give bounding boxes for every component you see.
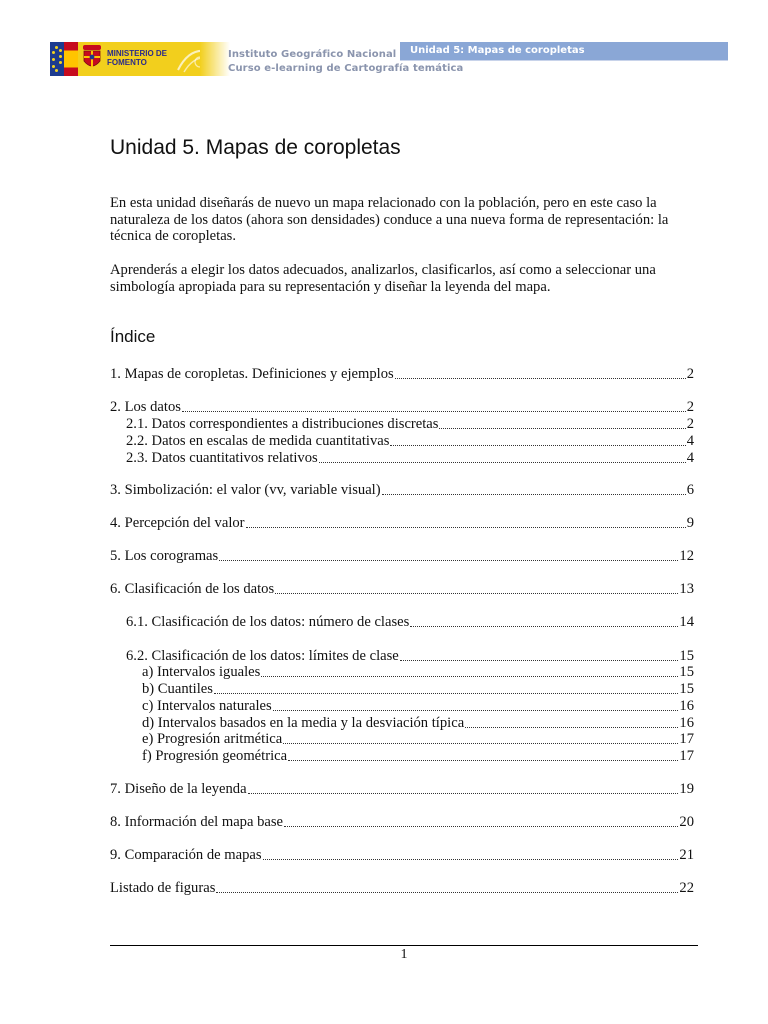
toc-entry-page: 15 xyxy=(679,681,694,697)
toc-entry-title: 1. Mapas de coropletas. Definiciones y ejemplos xyxy=(110,366,394,382)
toc-entry-page: 4 xyxy=(686,450,694,466)
toc-entry-title: 2. Los datos xyxy=(110,399,181,415)
page-number: 1 xyxy=(400,947,408,962)
toc-leader xyxy=(439,428,685,429)
toc-leader xyxy=(248,793,679,794)
toc-entry-page: 22 xyxy=(679,880,694,896)
toc-entry-page: 14 xyxy=(679,614,694,630)
toc-entry-page: 2 xyxy=(686,399,694,415)
ministry-logo xyxy=(50,42,220,76)
course-name: Curso e-learning de Cartografía temática xyxy=(228,63,464,74)
toc-leader xyxy=(284,826,678,827)
toc-entry[interactable] xyxy=(142,731,694,748)
header-gradient xyxy=(200,42,230,76)
toc-entry-title: Listado de figuras xyxy=(110,880,216,896)
toc-entry[interactable] xyxy=(126,450,694,467)
spain-flag-icon xyxy=(64,42,78,76)
toc-entry[interactable] xyxy=(110,366,694,383)
toc-entry[interactable] xyxy=(110,581,694,598)
toc-entry-page: 4 xyxy=(686,433,694,449)
toc-entry-page: 2 xyxy=(686,416,694,432)
toc-entry[interactable] xyxy=(110,515,694,532)
toc-entry[interactable] xyxy=(110,482,694,499)
page-title: Unidad 5. Mapas de coropletas xyxy=(110,136,401,159)
toc-entry-title: 6. Clasificación de los datos xyxy=(110,581,275,597)
index-heading: Índice xyxy=(110,327,156,346)
toc-entry-page: 15 xyxy=(679,648,694,664)
toc-entry-title: 7. Diseño de la leyenda xyxy=(110,781,247,797)
toc-entry-page: 17 xyxy=(679,731,694,747)
toc-leader xyxy=(410,626,678,627)
toc-entry[interactable] xyxy=(142,748,694,765)
toc-leader xyxy=(246,527,686,528)
toc-leader xyxy=(275,593,678,594)
toc-entry-page: 19 xyxy=(679,781,694,797)
toc-leader xyxy=(273,710,679,711)
ministry-line-1: MINISTERIO DE xyxy=(107,49,168,58)
toc-leader xyxy=(382,494,686,495)
toc-leader xyxy=(288,760,678,761)
toc-entry-page: 17 xyxy=(679,748,694,764)
toc-entry[interactable] xyxy=(126,648,694,665)
toc-entry-title: b) Cuantiles xyxy=(142,681,213,697)
toc-leader xyxy=(465,727,678,728)
ministry-name xyxy=(107,49,177,67)
toc-entry-title: 6.2. Clasificación de los datos: límites de clase xyxy=(126,648,399,664)
toc-entry-page: 6 xyxy=(686,482,694,498)
toc-leader xyxy=(319,462,686,463)
toc-leader xyxy=(261,676,678,677)
toc-entry-title: 2.1. Datos correspondientes a distribuciones discretas xyxy=(126,416,439,432)
footer-rule xyxy=(110,945,698,946)
toc-leader xyxy=(216,892,678,893)
toc-entry[interactable] xyxy=(110,847,694,864)
toc-leader xyxy=(400,660,679,661)
toc-entry[interactable] xyxy=(110,781,694,798)
coat-of-arms-icon xyxy=(81,44,103,72)
toc-entry-title: 8. Información del mapa base xyxy=(110,814,284,830)
toc-entry[interactable] xyxy=(142,698,694,715)
toc-entry-title: 6.1. Clasificación de los datos: número de clases xyxy=(126,614,410,630)
toc-leader xyxy=(283,743,678,744)
toc-leader xyxy=(182,411,686,412)
toc-entry-page: 12 xyxy=(679,548,694,564)
toc-entry-page: 16 xyxy=(679,715,694,731)
toc-entry-title: 2.2. Datos en escalas de medida cuantitativas xyxy=(126,433,390,449)
header-divider xyxy=(400,60,728,61)
toc-entry-page: 21 xyxy=(679,847,694,863)
toc-entry[interactable] xyxy=(110,814,694,831)
toc-leader xyxy=(219,560,678,561)
toc-leader xyxy=(214,693,678,694)
toc-entry-page: 2 xyxy=(686,366,694,382)
ministry-line-2: FOMENTO xyxy=(107,58,147,67)
toc-entry-title: 5. Los corogramas xyxy=(110,548,219,564)
toc-entry-page: 13 xyxy=(679,581,694,597)
toc-entry-title: c) Intervalos naturales xyxy=(142,698,272,714)
toc-entry[interactable] xyxy=(126,614,694,631)
toc-entry[interactable] xyxy=(142,715,694,732)
toc-entry[interactable] xyxy=(110,548,694,565)
toc-leader xyxy=(263,859,679,860)
unit-tab-label: Unidad 5: Mapas de coropletas xyxy=(410,45,585,56)
toc-entry-title: a) Intervalos iguales xyxy=(142,664,261,680)
objectives-paragraph: Aprenderás a elegir los datos adecuados, analizarlos, clasificarlos, así como a seleccionar una simbología apropiada para su representación y diseñar la leyenda del mapa. xyxy=(110,262,656,295)
toc-entry-title: 9. Comparación de mapas xyxy=(110,847,262,863)
header-banner xyxy=(50,42,728,76)
unit-tab xyxy=(400,42,728,60)
toc-entry-page: 16 xyxy=(679,698,694,714)
toc-entry[interactable] xyxy=(142,664,694,681)
toc-leader xyxy=(390,445,685,446)
toc-leader xyxy=(395,378,686,379)
toc-entry-page: 15 xyxy=(679,664,694,680)
toc-entry[interactable] xyxy=(110,880,694,897)
toc-entry-title: d) Intervalos basados en la media y la desviación típica xyxy=(142,715,465,731)
toc-entry-title: e) Progresión aritmética xyxy=(142,731,283,747)
toc-entry-page: 20 xyxy=(679,814,694,830)
intro-paragraph: En esta unidad diseñarás de nuevo un mapa relacionado con la población, pero en este caso la naturaleza de los datos (ahora son densidades) conduce a una nueva forma de representación: la técnica de coropletas. xyxy=(110,195,669,244)
toc-entry-page: 9 xyxy=(686,515,694,531)
toc-entry-title: 3. Simbolización: el valor (vv, variable visual) xyxy=(110,482,381,498)
toc-entry[interactable] xyxy=(126,433,694,450)
toc-entry[interactable] xyxy=(110,399,694,416)
toc-entry[interactable] xyxy=(142,681,694,698)
toc-entry-title: 4. Percepción del valor xyxy=(110,515,245,531)
toc-entry-title: 2.3. Datos cuantitativos relativos xyxy=(126,450,318,466)
toc-entry-title: f) Progresión geométrica xyxy=(142,748,288,764)
institute-name: Instituto Geográfico Nacional xyxy=(228,49,397,60)
eu-flag-icon xyxy=(50,42,64,76)
toc-entry[interactable] xyxy=(126,416,694,433)
